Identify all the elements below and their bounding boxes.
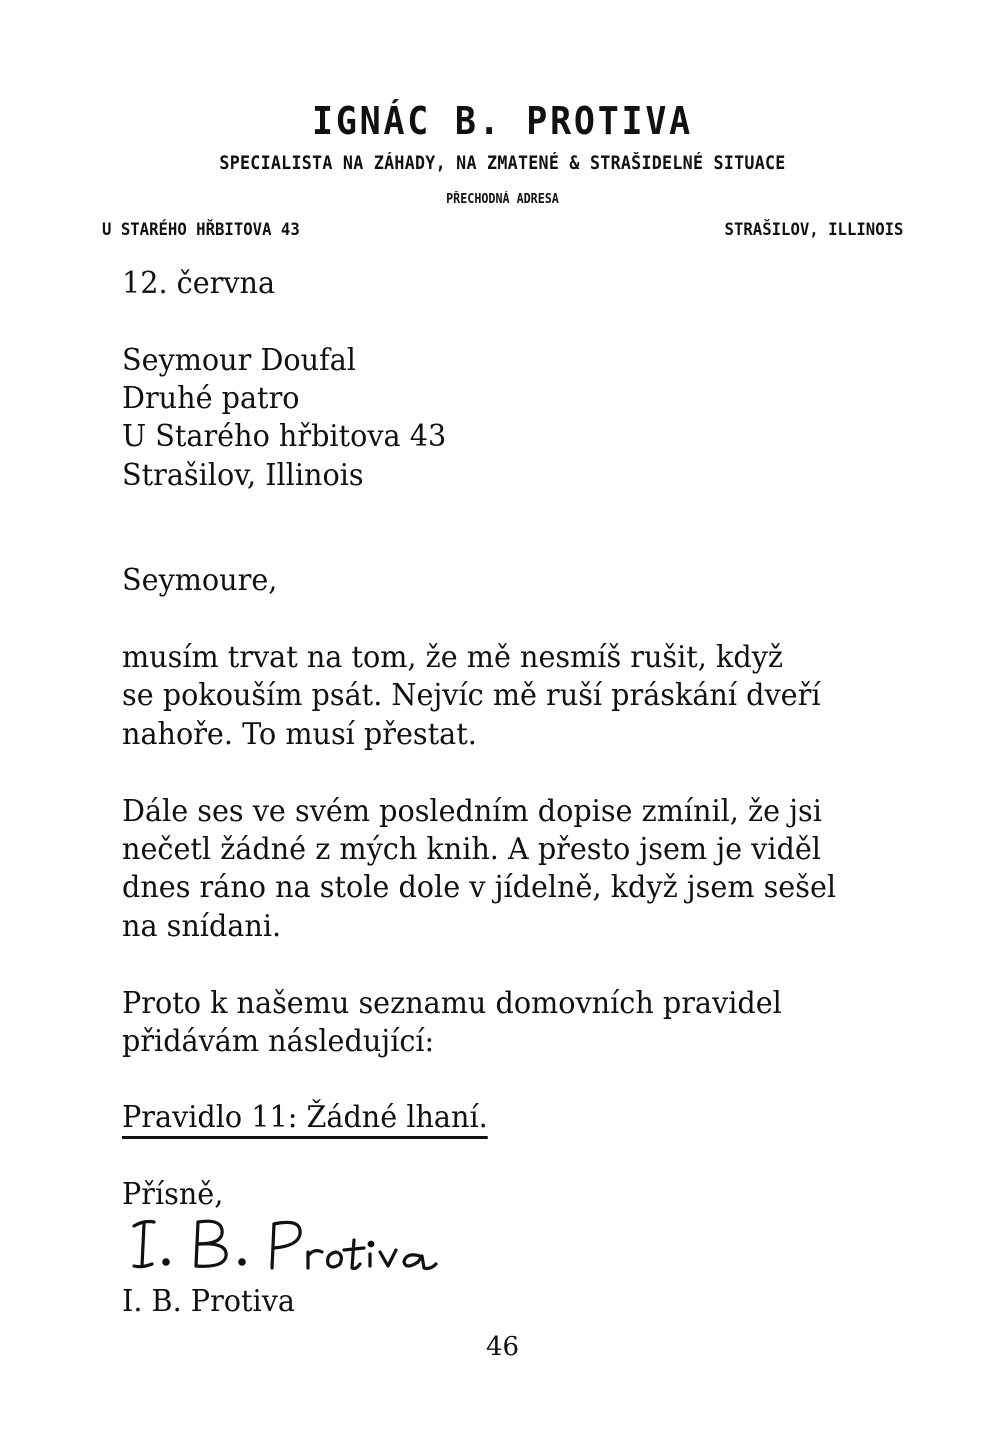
salutation: Seymoure, (122, 563, 278, 598)
paragraph-2-line: na snídani. (122, 909, 282, 944)
letterhead-title: SPECIALISTA NA ZÁHADY, NA ZMATENÉ & STRAŠIDELNÉ SITUACE (219, 153, 786, 174)
signer-name: I. B. Protiva (122, 1284, 295, 1319)
recipient-street: U Starého hřbitova 43 (122, 419, 447, 454)
paragraph-2-line: Dále ses ve svém posledním dopise zmínil, že jsi (122, 794, 822, 829)
letterhead-address-street: U STARÉHO HŘBITOVA 43 (102, 220, 300, 240)
letterhead-address-city: STRAŠILOV, ILLINOIS (724, 220, 903, 240)
house-rule: Pravidlo 11: Žádné lhaní. (122, 1100, 488, 1135)
paragraph-3-line: přidávám následující: (122, 1024, 435, 1059)
page-number: 46 (485, 1332, 520, 1362)
recipient-name: Seymour Doufal (122, 343, 356, 378)
closing: Přísně, (122, 1177, 224, 1212)
paragraph-3-line: Proto k našemu seznamu domovních pravidel (122, 986, 782, 1021)
letter-date: 12. června (122, 266, 276, 301)
paragraph-2-line: dnes ráno na stole dole v jídelně, když jsem sešel (122, 870, 837, 905)
paragraph-2-line: nečetl žádné z mých knih. A přesto jsem je viděl (122, 832, 821, 867)
recipient-floor: Druhé patro (122, 381, 300, 416)
recipient-city: Strašilov, Illinois (122, 458, 364, 493)
letterhead-name: IGNÁC B. PROTIVA (312, 99, 693, 143)
paragraph-1-line: nahoře. To musí přestat. (122, 717, 477, 752)
paragraph-1-line: se pokouším psát. Nejvíc mě ruší práskání dveří (122, 678, 821, 713)
paragraph-1-line: musím trvat na tom, že mě nesmíš rušit, když (122, 640, 783, 675)
letterhead-subtitle: PŘECHODNÁ ADRESA (446, 192, 559, 207)
handwritten-signature (132, 1206, 452, 1288)
